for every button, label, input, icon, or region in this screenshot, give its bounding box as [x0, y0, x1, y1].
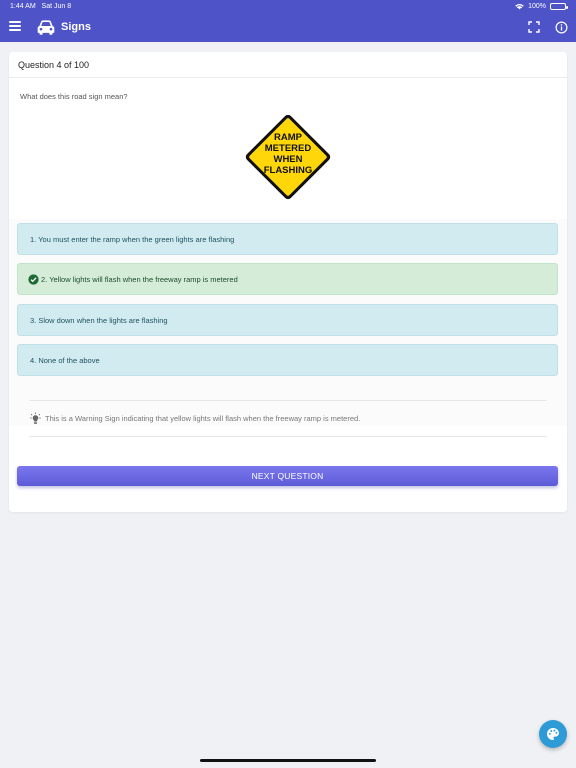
answer-option-label: 1. You must enter the ramp when the green lights are flashing: [30, 234, 235, 244]
answer-option-label: 3. Slow down when the lights are flashing: [30, 315, 168, 325]
app-title: Signs: [61, 21, 91, 33]
divider: [29, 400, 547, 401]
status-right: [515, 3, 566, 10]
answer-option-1[interactable]: [17, 223, 558, 255]
explanation-text: This is a Warning Sign indicating that yellow lights will flash when the freeway ramp is metered.: [45, 414, 361, 423]
question-card: [9, 52, 567, 512]
battery-percent: 100%: [528, 3, 546, 10]
status-bar: [0, 0, 576, 14]
sign-line-1: RAMP: [274, 132, 302, 143]
answer-option-4[interactable]: [17, 344, 558, 376]
app-header: [0, 0, 576, 42]
answer-option-label: 4. None of the above: [30, 355, 100, 365]
status-time-text: 1:44 AM: [10, 3, 36, 10]
sign-line-4: FLASHING: [263, 165, 313, 176]
battery-icon: [550, 3, 566, 10]
wifi-icon: [515, 3, 524, 10]
menu-button[interactable]: [9, 21, 21, 33]
info-icon[interactable]: [555, 21, 568, 34]
answer-option-label: 2. Yellow lights will flash when the freeway ramp is metered: [41, 274, 238, 284]
lightbulb-icon: [30, 412, 41, 425]
home-indicator: [200, 759, 376, 762]
answer-option-2[interactable]: [17, 263, 558, 295]
car-icon: [36, 18, 56, 36]
status-date: Sat Jun 8: [41, 3, 72, 10]
question-header: Question 4 of 100: [9, 52, 567, 78]
next-question-button[interactable]: NEXT QUESTION: [17, 466, 558, 486]
question-prompt: What does this road sign mean?: [20, 92, 128, 101]
palette-icon: [546, 727, 560, 741]
fullscreen-icon[interactable]: [528, 21, 540, 33]
sign-line-2: METERED: [264, 143, 312, 154]
divider: [29, 436, 547, 437]
road-sign-image: [242, 111, 334, 203]
theme-fab-button[interactable]: [539, 720, 567, 748]
check-circle-icon: [28, 274, 39, 285]
sign-line-3: WHEN: [273, 154, 303, 165]
menu-icon: [9, 21, 21, 23]
answer-option-3[interactable]: [17, 304, 558, 336]
app-bar: [0, 14, 576, 42]
status-time: [10, 3, 71, 10]
